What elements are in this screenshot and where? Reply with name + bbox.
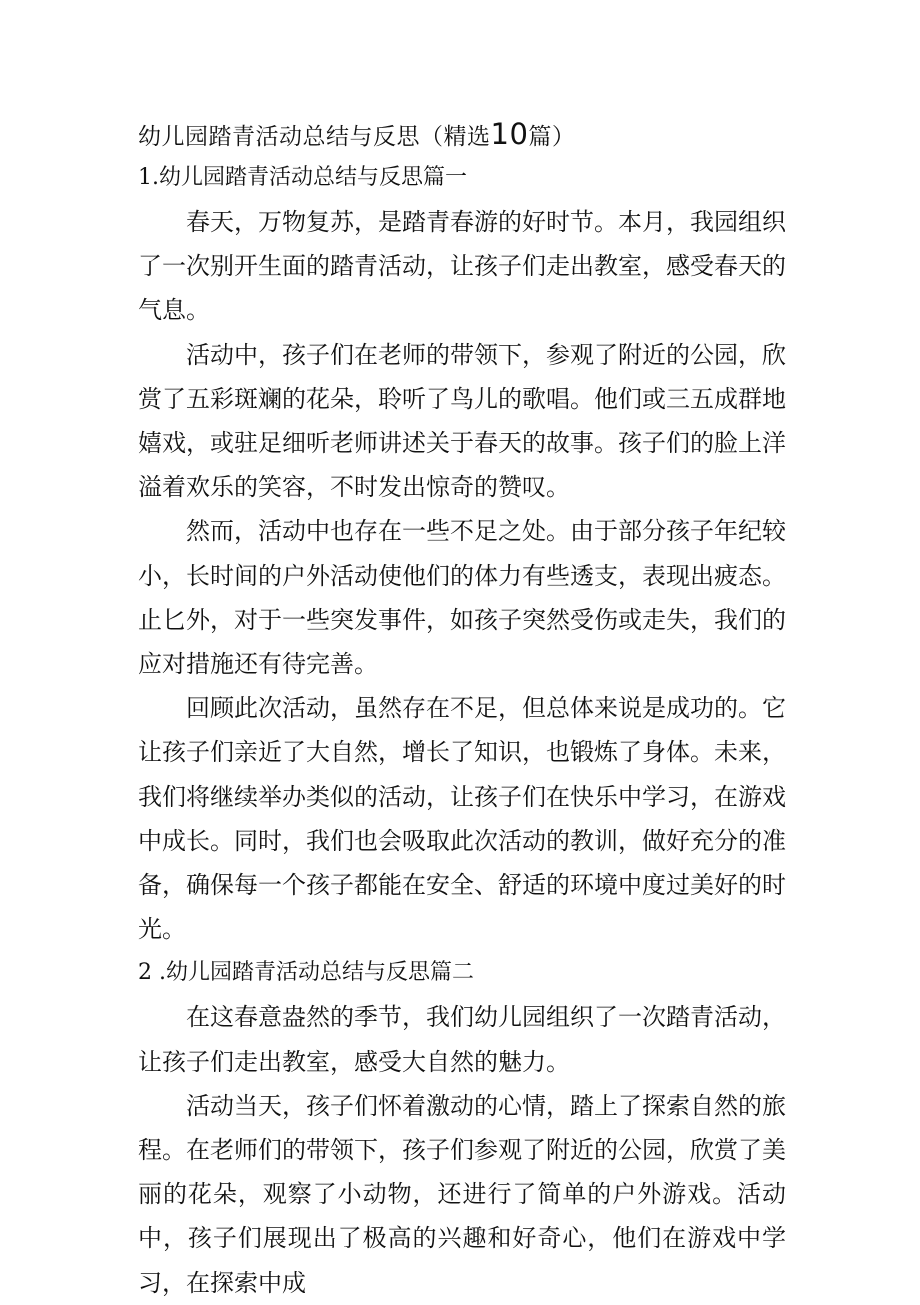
paragraph: 回顾此次活动，虽然存在不足，但总体来说是成功的。它让孩子们亲近了大自然，增长了知识，也锻炼了身体。未来，我们将继续举办类似的活动，让孩子们在快乐中学习，在游戏中成长。同时，我们也会吸取此次活动的教训，做好充分的准备，确保每一个孩子都能在安全、舒适的环境中度过美好的时光。 <box>138 694 786 944</box>
document-body <box>138 112 786 1305</box>
paragraph: 活动中，孩子们在老师的带领下，参观了附近的公园，欣赏了五彩斑斓的花朵，聆听了鸟儿的歌唱。他们或三五成群地嬉戏，或驻足细听老师讲述关于春天的故事。孩子们的脸上洋溢着欢乐的笑容，不时发出惊奇的赞叹。 <box>138 340 786 502</box>
document-title <box>138 112 786 156</box>
title-prefix: 幼儿园踏青活动总结与反思（精选 <box>138 124 491 150</box>
title-suffix: 篇） <box>528 124 576 150</box>
paragraph: 活动当天，孩子们怀着激动的心情，踏上了探索自然的旅程。在老师们的带领下，孩子们参观了附近的公园，欣赏了美丽的花朵，观察了小动物，还进行了简单的户外游戏。活动中，孩子们展现出了极高的兴趣和好奇心，他们在游戏中学习，在探索中成 <box>138 1091 786 1297</box>
section-heading-2: 2 .幼儿园踏青活动总结与反思篇二 <box>138 960 474 986</box>
paragraph: 春天，万物复苏，是踏青春游的好时节。本月，我园组织了一次别开生面的踏青活动，让孩子们走出教室，感受春天的气息。 <box>138 208 786 325</box>
section-heading-1: 1.幼儿园踏青活动总结与反思篇一 <box>138 165 467 190</box>
paragraph: 在这春意盎然的季节，我们幼儿园组织了一次踏青活动，让孩子们走出教室，感受大自然的魅力。 <box>138 1003 786 1076</box>
title-number: 10 <box>490 117 529 151</box>
paragraph: 然而，活动中也存在一些不足之处。由于部分孩子年纪较小，长时间的户外活动使他们的体力有些透支，表现出疲态。止匕外，对于一些突发事件，如孩子突然受伤或走失，我们的应对措施还有待完善。 <box>138 517 786 679</box>
